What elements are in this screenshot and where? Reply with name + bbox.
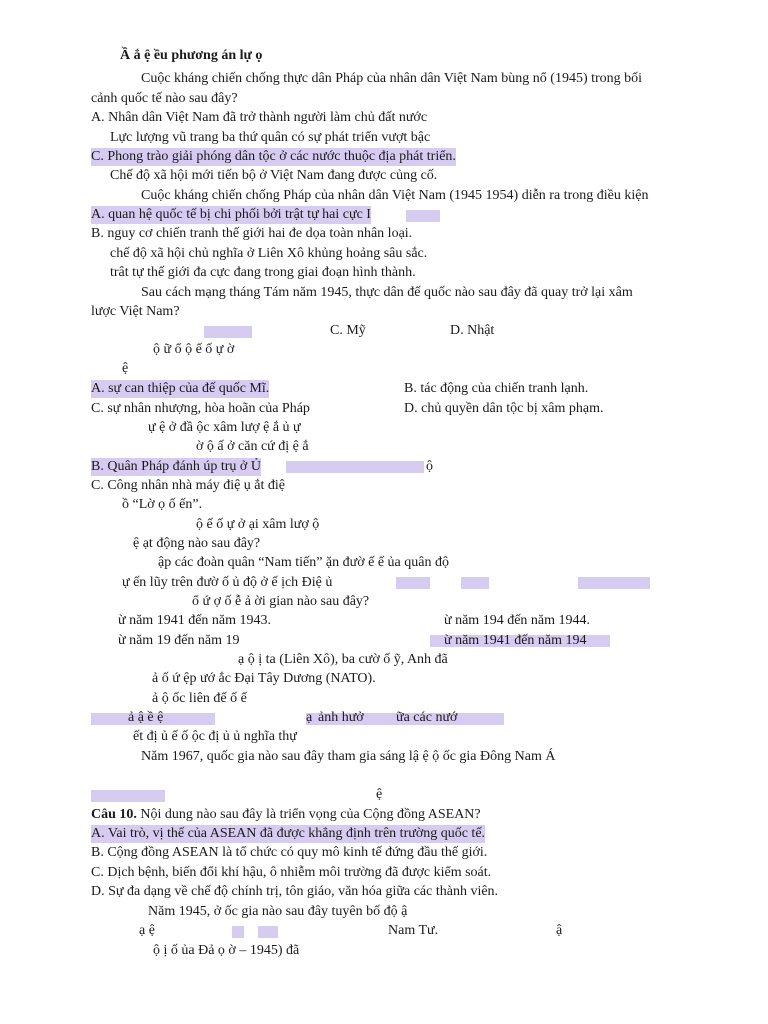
option-c: C. sự nhân nhượng, hòa hoãn của Pháp: [91, 401, 310, 416]
redaction-highlight: [461, 577, 489, 589]
highlighted-option-a: A. Vai trò, vị thế của ASEAN đã được khẳng định trên trường quốc tế.: [91, 826, 486, 841]
option-c: ừ năm 19 đến năm 19: [118, 633, 240, 648]
option-b-part: ảnh hưở: [318, 710, 364, 725]
option-b-tail: ộ: [426, 459, 433, 474]
question-text: cảnh quốc tế nào sau đây?: [91, 91, 238, 106]
option-b: B. nguy cơ chiến tranh thế giới hai đe dọa toàn nhân loại.: [91, 226, 413, 241]
option-d: Chế độ xã hội mới tiến bộ ở Việt Nam đang được củng cố.: [110, 168, 438, 183]
question-text: ộ ữ ổ ộ ế ố ự ờ: [153, 342, 235, 357]
option-d: D. Nhật: [450, 323, 495, 338]
answer-fragment: ệ: [376, 787, 383, 802]
option-a: ả ộ ốc liên đế ố ế: [152, 691, 247, 706]
option-b: Lực lượng vũ trang ba thứ quân có sự phát triển vượt bậc: [110, 130, 431, 145]
question-text: ạ ộ ị ta (Liên Xô), ba cườ ố ỹ, Anh đã: [238, 652, 448, 667]
redaction-highlight: [396, 577, 430, 589]
question-text: ờ ộ ấ ở căn cứ đị ệ ắ: [196, 439, 309, 454]
question-text: ộ ị ố ủa Đả ọ ờ – 1945) đã: [153, 943, 300, 958]
question-text: ổ ứ ợ ố ễ ả ời gian nào sau đây?: [192, 594, 370, 609]
question-text: ệ: [122, 361, 129, 376]
option-c: C. Công nhân nhà máy điệ ụ ắt điệ: [91, 478, 286, 493]
highlighted-option-a: A. quan hệ quốc tế bị chi phối bởi trật tự hai cực I: [91, 207, 371, 222]
option-text: Nam Tư.: [388, 923, 439, 938]
option-c: ết đị ủ ế ố ộc đị ủ ủ nghĩa thự: [133, 729, 297, 744]
option-c: chế độ xã hội chủ nghĩa ở Liên Xô khủng hoảng sâu sắc.: [110, 246, 428, 261]
redaction-highlight: [258, 926, 278, 938]
section-heading: Ầ ắ ệ ều phương án lự ọ: [120, 48, 263, 63]
highlighted-option-a: A. sự can thiệp của đế quốc Mĩ.: [91, 381, 270, 396]
redaction-highlight: [578, 577, 650, 589]
redaction-highlight: [204, 326, 252, 338]
option-a: A. Nhân dân Việt Nam đã trở thành người làm chủ đất nước: [91, 110, 428, 125]
question-text: ộ ế ố ự ở ại xâm lượ ộ: [196, 517, 320, 532]
question-text: ự ệ ở đầ ộc xâm lượ ệ ắ ủ ự: [148, 420, 301, 435]
redaction-highlight: [232, 926, 244, 938]
question-text: Năm 1967, quốc gia nào sau đây tham gia sáng lậ ệ ộ ốc gia Đông Nam Á: [141, 749, 556, 764]
option-fragment: ạ ệ: [139, 923, 155, 938]
question-10-text: Nội dung nào sau đây là triển vọng của Cộng đồng ASEAN?: [136, 807, 481, 822]
redaction-highlight: [286, 461, 424, 473]
question-text: ệ ạt động nào sau đây?: [133, 536, 261, 551]
question-text: Sau cách mạng tháng Tám năm 1945, thực dân đế quốc nào sau đây đã quay trở lại xâm: [141, 285, 633, 300]
question-10: [91, 806, 481, 824]
redaction-highlight: [406, 210, 440, 222]
question-text: Cuộc kháng chiến chống thực dân Pháp của nhân dân Việt Nam bùng nổ (1945) trong bối: [141, 71, 643, 86]
option-b: ự ến lũy trên đườ ố ủ độ ở ế ịch Điệ ủ: [122, 575, 333, 590]
option-d: ồ “Lờ ọ ố ến”.: [122, 497, 203, 512]
highlighted-option-b: ả ậ ề ệ: [128, 710, 164, 725]
option-b: ừ năm 194 đến năm 1944.: [444, 613, 591, 628]
highlighted-option-d: ừ năm 1941 đến năm 194: [444, 633, 587, 648]
highlighted-option-b: B. Quân Pháp đánh úp trụ ở Ủ: [91, 459, 261, 474]
option-a: ừ năm 1941 đến năm 1943.: [118, 613, 272, 628]
option-b-part: ữa các nướ: [396, 710, 458, 725]
option-fragment: ậ: [556, 923, 563, 938]
option-d: trât tự thế giới đa cực đang trong giai đoạn hình thành.: [110, 265, 416, 280]
question-text: Cuộc kháng chiến chống Pháp của nhân dân Việt Nam (1945 1954) diễn ra trong điều kiện: [141, 188, 649, 203]
option-c: C. Dịch bệnh, biến đổi khí hậu, ô nhiễm môi trường đã được kiểm soát.: [91, 865, 492, 880]
option-d: D. Sự đa dạng về chế độ chính trị, tôn giáo, văn hóa giữa các thành viên.: [91, 884, 499, 899]
question-text: ả ố ứ ệp ướ ắc Đại Tây Dương (NATO).: [152, 671, 376, 686]
question-text: lược Việt Nam?: [91, 304, 180, 319]
question-number: Câu 10.: [91, 807, 137, 822]
question-text: Năm 1945, ở ốc gia nào sau đây tuyên bố độ ậ: [148, 904, 408, 919]
option-c: C. Mỹ: [330, 323, 366, 338]
redaction-highlight: [91, 790, 165, 802]
option-d: D. chủ quyền dân tộc bị xâm phạm.: [404, 401, 604, 416]
option-b: B. Cộng đồng ASEAN là tổ chức có quy mô kinh tế đứng đầu thế giới.: [91, 845, 488, 860]
option-a: ập các đoàn quân “Nam tiến” ặn đườ ế ế ủa quân độ: [158, 555, 449, 570]
highlighted-option-c: C. Phong trào giải phóng dân tộc ở các nước thuộc địa phát triển.: [91, 149, 456, 164]
option-b-part: ạ: [306, 710, 313, 725]
option-b: B. tác động của chiến tranh lạnh.: [404, 381, 589, 396]
